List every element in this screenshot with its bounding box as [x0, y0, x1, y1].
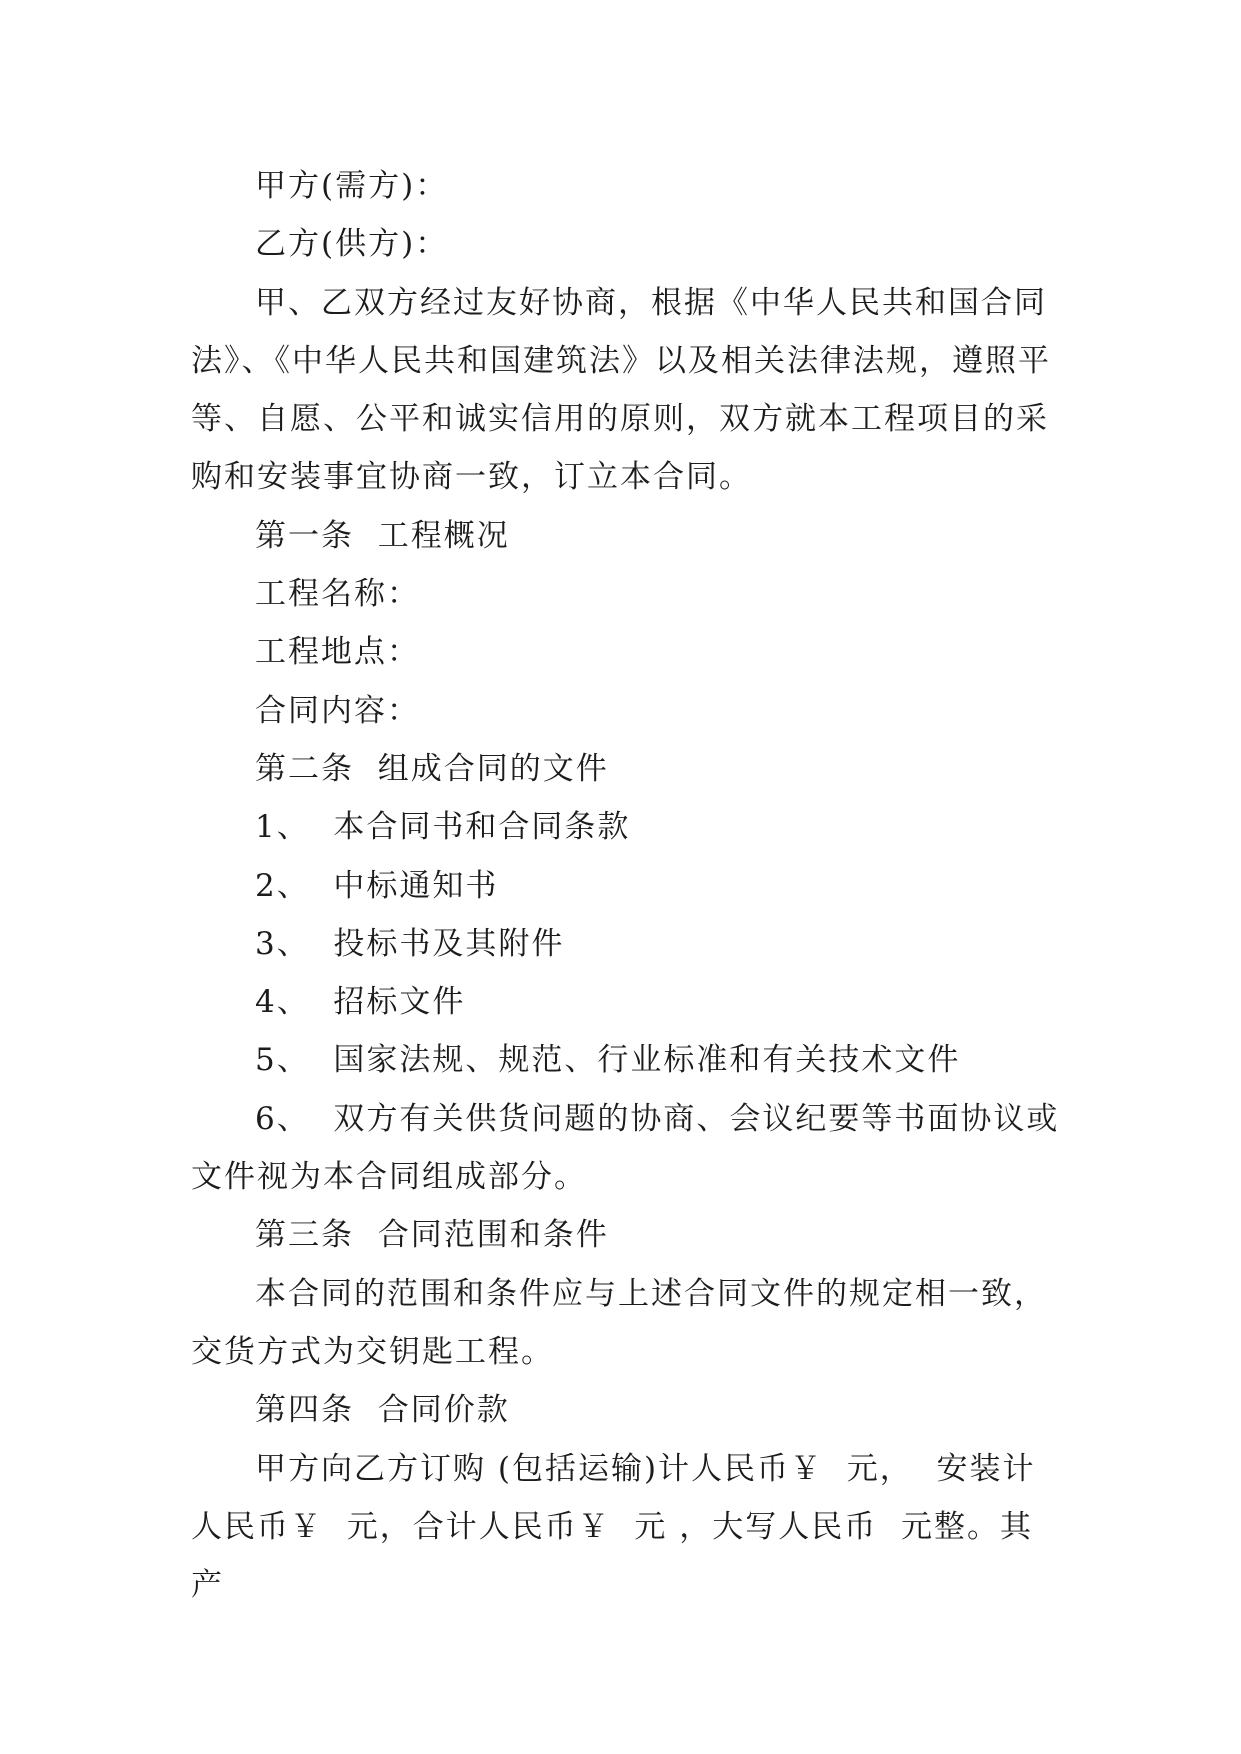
- article-3-heading: 第三条 合同范围和条件: [255, 1217, 609, 1254]
- article-4-paragraph: 甲方向乙方订购 (包括运输)计人民币￥ 元， 安装计人民币￥ 元，合计人民币￥ 元 ，大写人民币 元整。其产: [191, 1450, 1036, 1604]
- list-item: 2、 中标通知书: [255, 867, 499, 904]
- party-b-line: 乙方(供方)：: [255, 226, 449, 263]
- list-item: 1、 本合同书和合同条款: [255, 809, 631, 846]
- project-name-line: 工程名称：: [255, 576, 420, 613]
- article-1-heading: 第一条 工程概况: [255, 517, 510, 554]
- project-location-line: 工程地点：: [255, 634, 420, 671]
- list-item: 3、 投标书及其附件: [255, 925, 565, 962]
- party-a-line: 甲方(需方)：: [255, 168, 449, 204]
- article-3-paragraph: 本合同的范围和条件应与上述合同文件的规定相一致，交货方式为交钥匙工程。: [191, 1275, 1047, 1370]
- document-body: [191, 157, 1061, 1614]
- list-item: 5、 国家法规、规范、行业标准和有关技术文件: [255, 1042, 961, 1079]
- preamble-paragraph: 甲、乙双方经过友好协商，根据《中华人民共和国合同法》、《中华人民共和国建筑法》以及相关法律法规，遵照平等、自愿、公平和诚实信用的原则，双方就本工程项目的采购和安装事宜协商一致，订立本合同。: [191, 284, 1051, 496]
- article-4-heading: 第四条 合同价款: [255, 1392, 510, 1429]
- contract-content-line: 合同内容：: [255, 692, 420, 729]
- article-2-heading: 第二条 组成合同的文件: [255, 750, 609, 787]
- list-item: 6、 双方有关供货问题的协商、会议纪要等书面协议或文件视为本合同组成部分。: [191, 1100, 1060, 1196]
- list-item: 4、 招标文件: [255, 984, 466, 1021]
